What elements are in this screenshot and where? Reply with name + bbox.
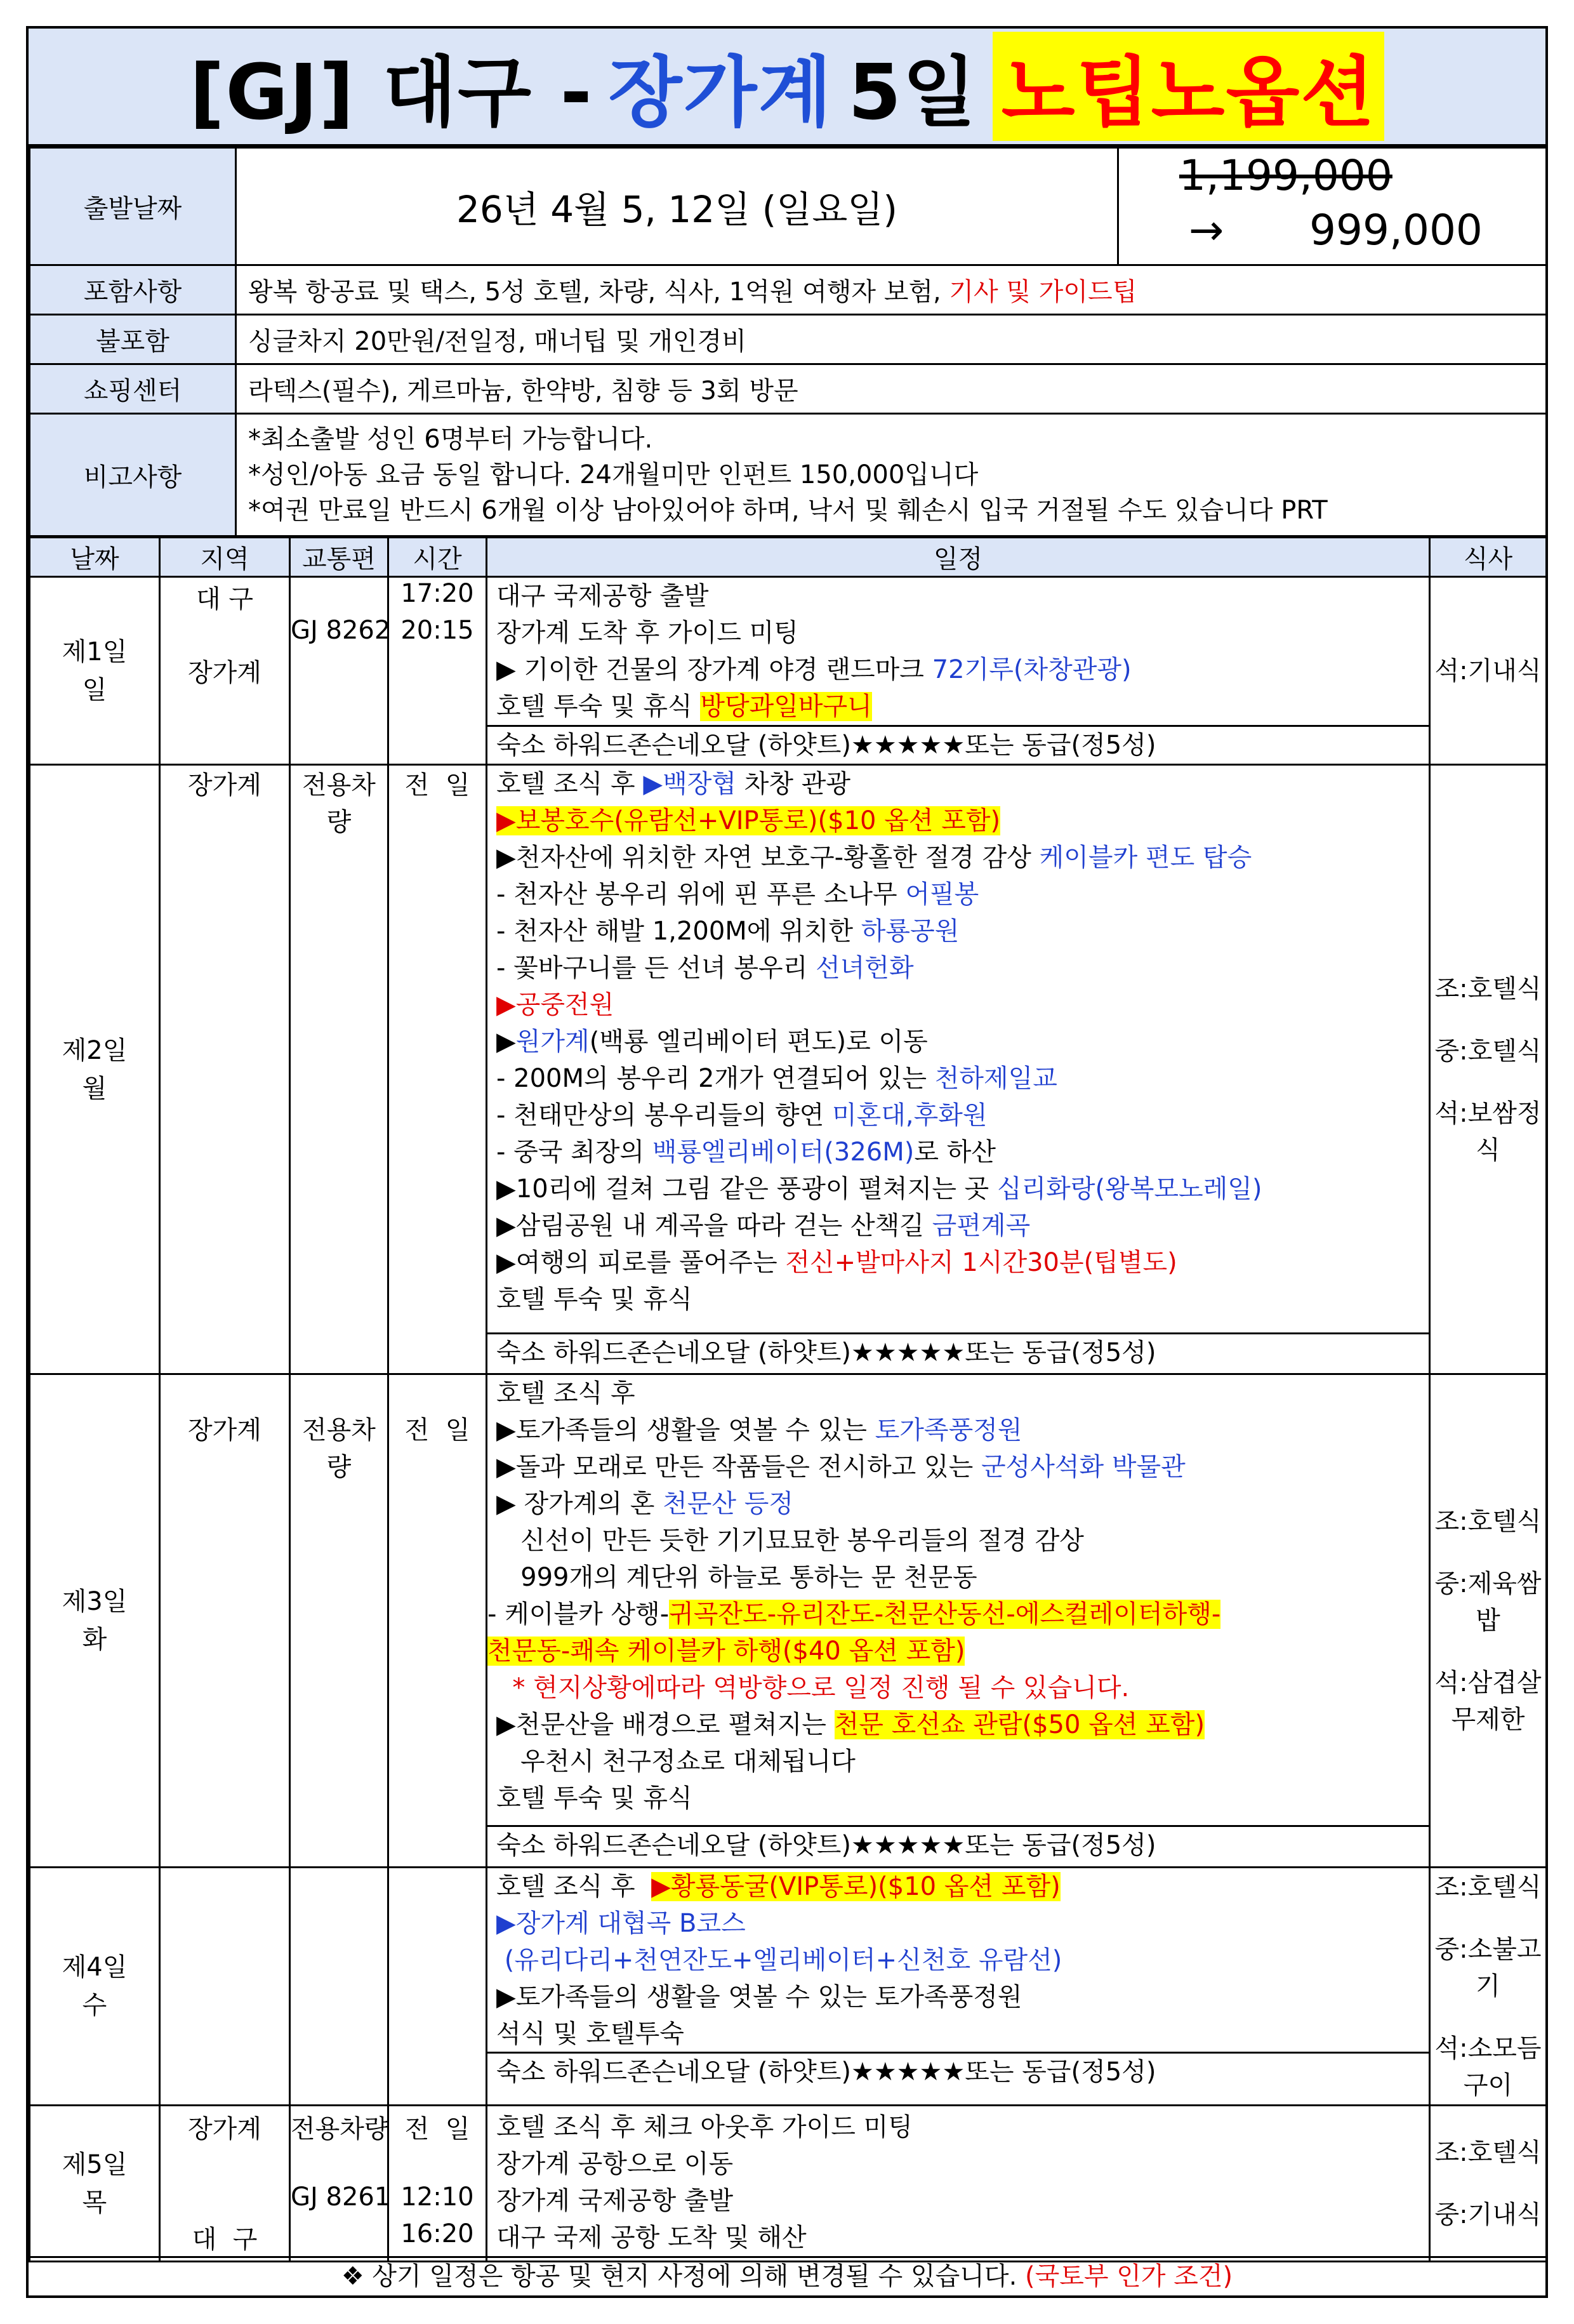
day1-meals: 석:기내식: [1430, 577, 1547, 765]
original-price: 1,199,000: [1179, 151, 1392, 200]
remarks-list: [236, 414, 1547, 536]
day5-transport: 전용차량 GJ 8261: [290, 2106, 388, 2262]
header-meals: 식사: [1430, 538, 1547, 577]
day2-itinerary: 호텔 조식 후 ▶백장협 차창 관광 ▶보봉호수(유람선+VIP통로)($10 옵션 포함) ▶천자산에 위치한 자연 보호구-황홀한 절경 감상 케이블카 편도 탑승 - 천자산 봉우리 위에 핀 푸른 소나무 어필봉 - 천자산 해발 1,200M에 위치한 하룡공원 - 꽃바구니를 든 선녀 봉우리 선녀헌화 ▶공중전원 ▶원가계(백룡 엘리베이터 편도)로 이동 - 200M의 봉우리 2개가 연결되어 있는 천하제일교 - 천태만상의 봉우리들의 향연 미혼대,후화원 - 중국 최장의 백룡엘리베이터(326M)로 하산 ▶10리에 걸쳐 그림 같은 풍광이 펼쳐지는 곳 십리화랑(왕복모노레일) ▶삼림공원 내 계곡을 따라 걷는 산책길 금편계곡 ▶여행의 피로를 풀어주는 전신+발마사지 1시간30분(팁별도) 호텔 투숙 및 휴식 숙소 하워드존슨네오달 (하얏트)★★★★★또는 동급(정5성): [487, 765, 1430, 1374]
header-transport: 교통편: [290, 538, 388, 577]
header-time: 시간: [388, 538, 487, 577]
included-label: 포함사항: [30, 265, 236, 315]
departure-dates: 26년 4월 5, 12일 (일요일): [236, 148, 1118, 265]
included-text: 왕복 항공료 및 택스, 5성 호텔, 차량, 식사, 1억원 여행자 보험,: [248, 277, 941, 307]
itinerary-sheet: [26, 26, 1548, 2298]
day4-time: [388, 1868, 487, 2106]
day2-time: 전 일: [388, 765, 487, 1374]
title-city: 장가계: [608, 49, 833, 137]
day2-hotel: 숙소 하워드존슨네오달 (하얏트)★★★★★또는 동급(정5성): [496, 1338, 1156, 1367]
day1-row: [30, 577, 1547, 765]
departure-label: 출발날짜: [30, 148, 236, 265]
day2-meals: 조:호텔식 중:호텔식 석:보쌈정식: [1430, 765, 1547, 1374]
day3-date: 제3일 화: [30, 1374, 160, 1868]
no-tip-no-option-badge: 노팁노옵션: [993, 32, 1385, 141]
day4-row: [30, 1868, 1547, 2106]
price-arrow: →: [1189, 206, 1224, 255]
remarks-label: 비고사항: [30, 414, 236, 536]
day4-meals: 조:호텔식 중:소불고기 석:소모듬 구이: [1430, 1868, 1547, 2106]
day3-transport: 전용차량: [290, 1374, 388, 1868]
included-tip: 기사 및 가이드팁: [949, 277, 1137, 307]
day5-meals: 조:호텔식 중:기내식: [1430, 2106, 1547, 2262]
day4-region: [160, 1868, 290, 2106]
included-value: [236, 265, 1547, 315]
shopping-value: 라텍스(필수), 게르마늄, 한약방, 침향 등 3회 방문: [236, 364, 1547, 414]
sale-price: 999,000: [1309, 206, 1483, 255]
day1-time: 17:20 20:15: [388, 577, 487, 765]
day3-meals: 조:호텔식 중:제육쌈밥 석:삼겹살 무제한: [1430, 1374, 1547, 1868]
day5-region: 장가계 대 구: [160, 2106, 290, 2262]
header-region: 지역: [160, 538, 290, 577]
day2-date: 제2일 월: [30, 765, 160, 1374]
header-itinerary: 일정: [487, 538, 1430, 577]
excluded-value: 싱글차지 20만원/전일정, 매너팁 및 개인경비: [236, 315, 1547, 364]
day1-itinerary: 대구 국제공항 출발 장가계 도착 후 가이드 미팅 ▶ 기이한 건물의 장가계 야경 랜드마크 72기루(차창관광) 호텔 투숙 및 휴식 방당과일바구니 숙소 하워드존슨네오달 (하얏트)★★★★★또는 동급(정5성): [487, 577, 1430, 765]
day3-itinerary: 호텔 조식 후 ▶토가족들의 생활을 엿볼 수 있는 토가족풍정원 ▶돌과 모래로 만든 작품들은 전시하고 있는 군성사석화 박물관 ▶ 장가계의 혼 천문산 등정 신선이 만든 듯한 기기묘묘한 봉우리들의 절경 감상 999개의 계단위 하늘로 통하는 문 천문동 - 케이블카 상행-귀곡잔도-유리잔도-천문산동선-에스컬레이터하행- 천문동-쾌속 케이블카 하행($40 옵션 포함) * 현지상황에따라 역방향으로 일정 진행 될 수 있습니다. ▶천문산을 배경으로 펼쳐지는 천문 호선쇼 관람($50 옵션 포함) 우천시 천구정쇼로 대체됩니다 호텔 투숙 및 휴식 숙소 하워드존슨네오달 (하얏트)★★★★★또는 동급(정5성): [487, 1374, 1430, 1868]
day5-time: 전 일 12:10 16:20: [388, 2106, 487, 2262]
day4-itinerary: 호텔 조식 후 ▶황룡동굴(VIP통로)($10 옵션 포함) ▶장가계 대협곡 B코스 (유리다리+천연잔도+엘리베이터+신천호 유람선) ▶토가족들의 생활을 엿볼 수 있는 토가족풍정원 석식 및 호텔투숙 숙소 하워드존슨네오달 (하얏트)★★★★★또는 동급(정5성): [487, 1868, 1430, 2106]
schedule-table: [29, 536, 1547, 2262]
remark-item: *여권 만료일 반드시 6개월 이상 남아있어야 하며, 낙서 및 훼손시 입국 거절될 수도 있습니다 PRT: [248, 496, 1328, 525]
price-box: [1118, 148, 1547, 265]
shopping-label: 쇼핑센터: [30, 364, 236, 414]
day4-hotel: 숙소 하워드존슨네오달 (하얏트)★★★★★또는 동급(정5성): [496, 2057, 1156, 2087]
day3-row: [30, 1374, 1547, 1868]
title-prefix: [GJ] 대구 -: [189, 49, 593, 137]
day3-time: 전 일: [388, 1374, 487, 1868]
header-date: 날짜: [30, 538, 160, 577]
day2-row: [30, 765, 1547, 1374]
footer-text: ❖ 상기 일정은 항공 및 현지 사정에 의해 변경될 수 있습니다.: [341, 2262, 1017, 2291]
info-table: [29, 147, 1547, 537]
remark-item: *최소출발 성인 6명부터 가능합니다.: [248, 425, 653, 454]
excluded-label: 불포함: [30, 315, 236, 364]
day2-region: 장가계: [160, 765, 290, 1374]
page-title: [29, 29, 1545, 147]
day3-region: 장가계: [160, 1374, 290, 1868]
remark-item: *성인/아동 요금 동일 합니다. 24개월미만 인펀트 150,000입니다: [248, 460, 979, 489]
footer-note: [29, 2256, 1545, 2295]
day1-region: 대 구 장가계: [160, 577, 290, 765]
title-days: 5일: [848, 49, 977, 137]
day1-hotel: 숙소 하워드존슨네오달 (하얏트)★★★★★또는 동급(정5성): [496, 731, 1156, 760]
day4-transport: [290, 1868, 388, 2106]
footer-red: (국토부 인가 조건): [1025, 2262, 1233, 2291]
day3-hotel: 숙소 하워드존슨네오달 (하얏트)★★★★★또는 동급(정5성): [496, 1831, 1156, 1860]
day4-date: 제4일 수: [30, 1868, 160, 2106]
day1-transport: GJ 8262: [290, 577, 388, 765]
day5-itinerary: 호텔 조식 후 체크 아웃후 가이드 미팅 장가계 공항으로 이동 장가계 국제공항 출발 대구 국제 공항 도착 및 해산: [487, 2106, 1430, 2262]
day5-row: [30, 2106, 1547, 2262]
day1-date: 제1일 일: [30, 577, 160, 765]
day5-date: 제5일 목: [30, 2106, 160, 2262]
day2-transport: 전용차량: [290, 765, 388, 1374]
